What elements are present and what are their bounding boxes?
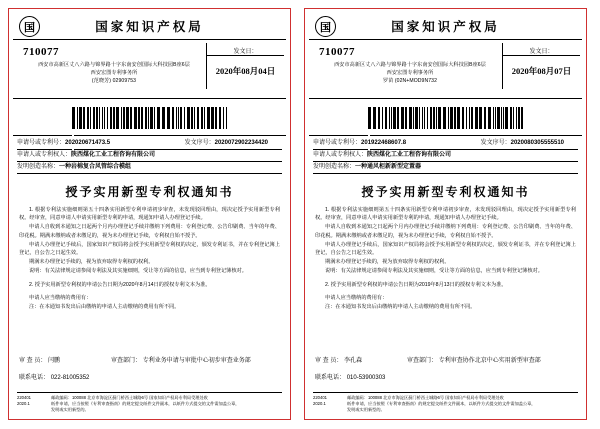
- table-row: [313, 150, 578, 160]
- body-paragraph: 期满未办理登记手续的，视为放弃取得专利权的权利。: [325, 259, 450, 266]
- applicant-label: 申请人或专利权人：: [313, 152, 368, 158]
- barcode-wrap-right: [309, 99, 582, 135]
- recipient-address-line-2: 西安宏图专利事务所: [90, 70, 138, 76]
- footer-note: 纸件申请，应当按照《专利审查指南》的规定提交纸件文件副本，以纸件方式提交的文件需加盖公章，: [347, 401, 536, 406]
- identifier-rows-left: [13, 135, 286, 176]
- recipient-block-right: [309, 40, 582, 99]
- signature-block-right: [315, 356, 576, 381]
- barcode-right: [368, 107, 523, 129]
- application-number-value: 201922468607.8: [361, 140, 407, 146]
- contact-label: 联系电话：: [19, 375, 50, 381]
- department-value: 专利业务申请与审批中心初步审查业务部: [142, 358, 251, 364]
- notice-document-left: [8, 8, 291, 420]
- fee-notice-line: 申请人应当缴纳的费用有：: [325, 294, 388, 301]
- body-paragraph: 1. 根据专利法实施细则第五十四条实用新型专利申请初步审查，未发现驳回理由，现决定授予实用新型专利权。经审查，同意申请人申请实用新型专利的申请，现通知申请人办理登记手续。: [315, 207, 576, 222]
- dispatch-number-label: 发文序号：: [184, 140, 215, 146]
- issue-date-box-right: [502, 43, 580, 89]
- form-version: 2020.1: [17, 401, 30, 406]
- table-row: [17, 150, 282, 160]
- recipient-address-line-3: 罗苗 (02N+MOD9N732: [382, 78, 438, 84]
- identifier-rows-right: [309, 135, 582, 176]
- invention-title-label: 发明创造名称：: [313, 164, 356, 170]
- contact-value: 010-53900303: [346, 375, 386, 381]
- applicant-value: 陕西煤化工业工程咨询有限公司: [367, 152, 452, 158]
- form-version: 2020.1: [313, 401, 326, 406]
- table-row: [17, 162, 282, 172]
- form-code: 220401: [17, 395, 31, 400]
- issue-date-value: 2020年08月07日: [511, 66, 572, 76]
- body-paragraph: 申请人办理登记手续后，国家知识产权局将会授予实用新型专利权的决定，颁发专利证书，并在专利登记簿上登记，自公告之日起生效。: [19, 241, 280, 257]
- footer-note: 邮政编码：100088 北京市海淀区蓟门桥西土城路6号 国家知识产权局专利局受理处收: [347, 395, 504, 400]
- issuing-authority-title: 国家知识产权局: [391, 20, 500, 34]
- recipient-address-line-1: 西安市高新区丈八六路与锦界路十字东南安创国际大科技园B座6层: [38, 62, 190, 68]
- department-label: 审查部门：: [111, 358, 142, 364]
- body-paragraph: 2. 授予实用新型专利权的申请公告日期为2020年8月14日的授权专利文本为准。: [29, 281, 211, 288]
- issue-date-value: 2020年08月04日: [215, 66, 276, 76]
- footer-left: [17, 392, 282, 413]
- fee-notice-line: 注：在本通知书发出后由缴纳的申请人主动缴纳的费用有所不同。: [325, 304, 476, 311]
- barcode-left: [72, 107, 227, 129]
- form-code: 220401: [313, 395, 327, 400]
- invention-title-label: 发明创造名称：: [17, 164, 60, 170]
- body-paragraph: 申请人办理登记手续后，国家知识产权局将会授予实用新型专利权的决定，颁发专利证书，并在专利登记簿上登记，自公告之日起生效。: [315, 241, 576, 257]
- body-paragraph: 2. 授予实用新型专利权的申请公告日期为2019年8月13日的授权专利文本为准。: [325, 281, 507, 288]
- examiner-value: 闫鹏: [48, 358, 61, 364]
- national-emblem-icon: 国: [19, 16, 40, 37]
- body-paragraph: 说明：有关法律规定请参阅专利法及其实施细则，受让等方面的信息，应当到专利登记簿核对。: [29, 268, 247, 275]
- footer-note: 发明或实用新型的。: [51, 407, 89, 412]
- recipient-address-line-2: 西安宏图专利事务所: [386, 70, 434, 76]
- department-value: 专利审查协作北京中心实用新型审查部: [438, 358, 541, 364]
- issue-date-box-left: [206, 43, 284, 89]
- application-number-value: 202020671473.5: [65, 140, 111, 146]
- contact-value: 022-81005352: [50, 375, 90, 381]
- footer-note: 邮政编码：100088 北京市海淀区蓟门桥西土城路6号 国家知识产权局专利局受理处收: [51, 395, 208, 400]
- issue-date-label: 发文日：: [207, 43, 284, 56]
- application-number-label: 申请号或专利号：: [17, 140, 66, 146]
- table-row: [313, 162, 578, 172]
- postal-code-left: 710077: [23, 46, 59, 58]
- dispatch-number-value: 2020072902234420: [214, 140, 268, 146]
- issuing-authority-title: 国家知识产权局: [95, 20, 204, 34]
- signature-block-left: [19, 356, 280, 381]
- body-paragraph: 申请人自收到本通知之日起两个月内办理登记手续并缴纳下列费用：专利登记费、公告印刷费、当年的年费、印花税。期满未缴纳或者未缴足的，视为未办理登记手续，专利权自始不授予。: [315, 224, 576, 239]
- fee-notice-line: 申请人应当缴纳的费用有：: [29, 294, 92, 301]
- application-number-label: 申请号或专利号：: [313, 140, 362, 146]
- notice-body-left: [13, 206, 286, 311]
- examiner-label: 审 查 员：: [315, 358, 343, 364]
- body-paragraph: 申请人自收到本通知之日起两个月内办理登记手续并缴纳下列费用：专利登记费、公告印刷费、当年的年费、印花税。期满未缴纳或者未缴足的，视为未办理登记手续，专利权自始不授予。: [19, 224, 280, 239]
- table-row: [17, 138, 282, 148]
- barcode-wrap-left: [13, 99, 286, 135]
- dispatch-number-value: 2020080305555510: [510, 140, 564, 146]
- recipient-block-left: [13, 40, 286, 99]
- applicant-value: 陕西煤化工业工程咨询有限公司: [71, 152, 156, 158]
- applicant-label: 申请人或专利权人：: [17, 152, 72, 158]
- national-emblem-icon: 国: [315, 16, 336, 37]
- page-title: 授予实用新型专利权通知书: [65, 185, 234, 199]
- notice-body-right: [309, 206, 582, 311]
- table-row: [313, 138, 578, 148]
- examiner-label: 审 查 员：: [19, 358, 47, 364]
- footer-right: [313, 392, 578, 413]
- notice-document-right: [304, 8, 587, 420]
- body-paragraph: 1. 根据专利法实施细则第五十四条实用新型专利申请初步审查，未发现驳回理由，现决定授予实用新型专利权。经审查，同意申请人申请实用新型专利的申请，现通知申请人办理登记手续。: [19, 207, 280, 222]
- body-paragraph: 说明：有关法律规定请参阅专利法及其实施细则，受让等方面的信息，应当到专利登记簿核对。: [325, 268, 543, 275]
- body-paragraph: 期满未办理登记手续的，视为放弃取得专利权的权利。: [29, 259, 154, 266]
- invention-title-value: 一种通风柜新新型定置器: [355, 164, 422, 170]
- department-label: 审查部门：: [407, 358, 438, 364]
- postal-code-right: 710077: [319, 46, 355, 58]
- fee-notice-line: 注：在本通知书发出后由缴纳的申请人主动缴纳的费用有所不同。: [29, 304, 180, 311]
- examiner-value: 李孔森: [344, 358, 363, 364]
- dispatch-number-label: 发文序号：: [480, 140, 511, 146]
- document-header-left: [13, 13, 286, 40]
- footer-note: 纸件申请，应当按照《专利审查指南》的规定提交纸件文件副本，以纸件方式提交的文件需加盖公章，: [51, 401, 240, 406]
- invention-title-value: 一种岩棉复合风管综合模组: [59, 164, 132, 170]
- page-title: 授予实用新型专利权通知书: [361, 185, 530, 199]
- issue-date-label: 发文日：: [503, 43, 580, 56]
- document-header-right: [309, 13, 582, 40]
- contact-label: 联系电话：: [315, 375, 346, 381]
- footer-note: 发明或实用新型的。: [347, 407, 385, 412]
- recipient-address-line-3: (范晓芳) 02909753: [91, 78, 137, 84]
- recipient-address-line-1: 西安市高新区丈八六路与锦界路十字东南安创国际大科技园B座6层: [334, 62, 486, 68]
